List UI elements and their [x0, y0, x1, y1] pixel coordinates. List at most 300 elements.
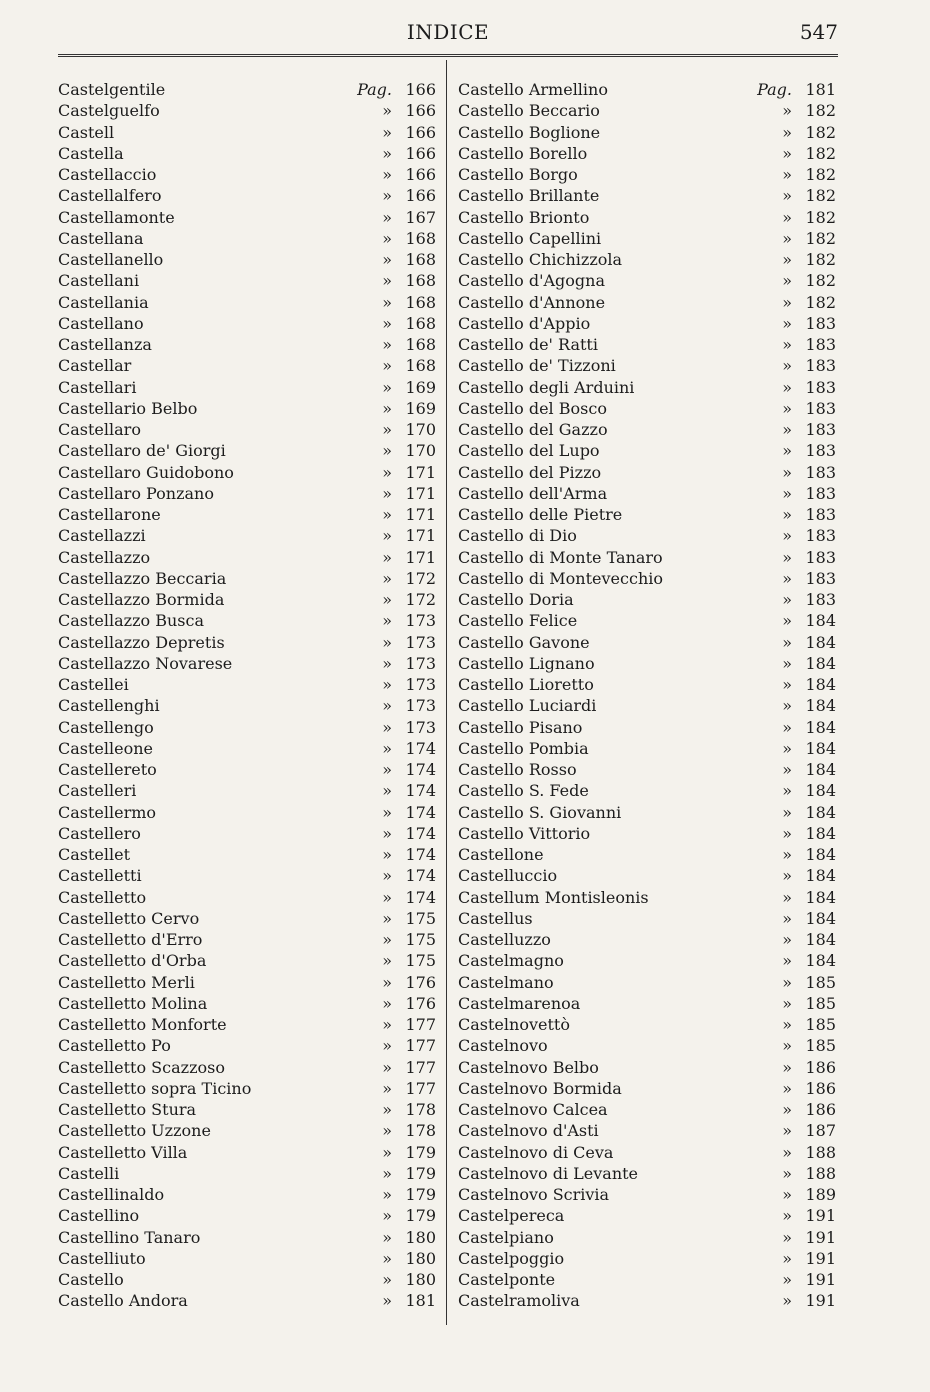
entry-page-label: » — [379, 1290, 392, 1311]
entry-page-label: » — [379, 249, 392, 270]
entry-page-label: » — [779, 440, 792, 461]
entry-page-label: » — [379, 589, 392, 610]
entry-page-number: 188 — [805, 1142, 836, 1162]
entry-name: Castelletto Cervo — [58, 909, 203, 928]
entry-name: Castellano — [58, 314, 148, 333]
index-entry — [458, 440, 836, 461]
entry-page-number: 175 — [405, 951, 436, 971]
index-entry — [58, 547, 436, 568]
entry-page-label: » — [379, 865, 392, 886]
entry-name: Castello Beccario — [458, 101, 604, 120]
column-divider — [446, 60, 447, 1325]
entry-page-label: » — [379, 717, 392, 738]
index-entry — [58, 377, 436, 398]
entry-page-number: 184 — [805, 866, 836, 886]
entry-page-label: » — [779, 1290, 792, 1311]
index-entry — [58, 972, 436, 993]
entry-page-label: » — [379, 355, 392, 376]
index-entry — [458, 780, 836, 801]
entry-page-number: 177 — [405, 1057, 436, 1077]
index-entry — [458, 908, 836, 929]
entry-page-label: » — [779, 1227, 792, 1248]
entry-name: Castelletto d'Erro — [58, 930, 206, 949]
entry-page-label: » — [779, 547, 792, 568]
entry-page-label: » — [379, 568, 392, 589]
entry-page-number: 183 — [805, 590, 836, 609]
entry-page-number: 171 — [405, 505, 436, 524]
index-entry — [58, 207, 436, 228]
entry-page-label: » — [779, 1120, 792, 1141]
entry-name: Castellazzo Depretis — [58, 633, 229, 652]
entry-page-label: » — [779, 377, 792, 398]
entry-page-label: » — [379, 1227, 392, 1248]
entry-page-label: » — [379, 1184, 392, 1205]
entry-name: Castelletto sopra Ticino — [58, 1079, 255, 1098]
entry-name: Castelnovo Scrivia — [458, 1185, 613, 1204]
entry-page-label: » — [779, 993, 792, 1014]
index-entry — [58, 525, 436, 546]
entry-page-number: 176 — [405, 972, 436, 992]
entry-name: Castelletti — [58, 866, 146, 885]
entry-page-label: » — [379, 504, 392, 525]
entry-page-number: 185 — [805, 972, 836, 992]
entry-page-label: » — [779, 844, 792, 865]
entry-name: Castelramoliva — [458, 1291, 584, 1310]
entry-name: Castello d'Annone — [458, 293, 609, 312]
index-entry — [458, 929, 836, 950]
index-entry — [58, 1057, 436, 1078]
entry-name: Castellinaldo — [58, 1185, 168, 1204]
entry-page-number: 187 — [805, 1121, 836, 1141]
entry-page-number: 169 — [405, 377, 436, 397]
entry-page-number: 191 — [805, 1291, 836, 1311]
entry-page-label: » — [779, 695, 792, 716]
entry-page-number: 173 — [405, 611, 436, 631]
entry-page-label: » — [379, 1248, 392, 1269]
entry-page-label: » — [379, 1269, 392, 1290]
entry-page-number: 184 — [805, 632, 836, 652]
entry-page-label: » — [379, 483, 392, 504]
entry-name: Castellum Montisleonis — [458, 888, 653, 907]
entry-page-label: » — [379, 759, 392, 780]
entry-page-number: 169 — [405, 398, 436, 418]
entry-name: Castello d'Appio — [458, 314, 594, 333]
entry-page-label: » — [379, 887, 392, 908]
entry-name: Castello Vittorio — [458, 824, 594, 843]
index-entry — [58, 122, 436, 143]
entry-page-number: 183 — [805, 420, 836, 439]
entry-page-number: 173 — [405, 717, 436, 737]
entry-page-number: 182 — [805, 207, 836, 227]
index-entry — [58, 759, 436, 780]
entry-page-label: » — [379, 695, 392, 716]
entry-page-number: 184 — [805, 675, 836, 694]
index-entry — [458, 1184, 836, 1205]
entry-page-number: 173 — [405, 653, 436, 673]
entry-page-number: 183 — [805, 462, 836, 482]
entry-name: Castelluccio — [458, 866, 561, 885]
index-entry — [458, 887, 836, 908]
entry-page-label: » — [779, 972, 792, 993]
entry-page-label: » — [379, 780, 392, 801]
entry-page-label: » — [779, 780, 792, 801]
entry-name: Castellarone — [58, 505, 165, 524]
entry-name: Castello Andora — [58, 1291, 192, 1310]
index-entry — [58, 355, 436, 376]
entry-page-number: 166 — [405, 143, 436, 163]
entry-name: Castello S. Fede — [458, 781, 593, 800]
entry-page-label: » — [779, 610, 792, 631]
entry-page-label: » — [779, 908, 792, 929]
entry-name: Castellar — [58, 356, 135, 375]
index-entry — [458, 1057, 836, 1078]
entry-name: Castellana — [58, 229, 148, 248]
entry-page-number: 171 — [405, 483, 436, 503]
entry-page-label: » — [379, 164, 392, 185]
entry-page-number: 182 — [805, 271, 836, 291]
index-column-right — [458, 79, 836, 1312]
entry-page-label: » — [779, 398, 792, 419]
entry-name: Castelpoggio — [458, 1249, 568, 1268]
entry-name: Castelletto Scazzoso — [58, 1058, 229, 1077]
entry-page-label: » — [779, 738, 792, 759]
entry-page-label: » — [379, 674, 392, 695]
index-entry — [458, 1205, 836, 1226]
index-entry — [58, 334, 436, 355]
entry-name: Castello Capellini — [458, 229, 605, 248]
index-entry — [458, 993, 836, 1014]
entry-name: Castello Brionto — [458, 208, 593, 227]
entry-name: Castellazzo Beccaria — [58, 569, 230, 588]
entry-name: Castello S. Giovanni — [458, 803, 625, 822]
entry-page-label: » — [379, 270, 392, 291]
index-entry — [458, 589, 836, 610]
entry-page-number: 182 — [805, 250, 836, 269]
entry-name: Castello Boglione — [458, 123, 604, 142]
entry-page-label: » — [779, 802, 792, 823]
index-entry — [458, 249, 836, 270]
entry-name: Castellazzo Bormida — [58, 590, 228, 609]
entry-page-number: 179 — [405, 1185, 436, 1204]
entry-name: Castellaro de' Giorgi — [58, 441, 230, 460]
index-entry — [458, 844, 836, 865]
entry-name: Castelletto d'Orba — [58, 951, 210, 970]
entry-page-label: » — [379, 377, 392, 398]
entry-page-number: 176 — [405, 993, 436, 1013]
page-title: INDICE — [406, 20, 490, 44]
entry-page-number: 185 — [805, 1036, 836, 1056]
entry-name: Castell — [58, 123, 118, 142]
entry-page-label: » — [379, 1078, 392, 1099]
entry-page-number: 191 — [805, 1206, 836, 1226]
entry-page-number: 174 — [405, 823, 436, 843]
entry-page-label: » — [779, 929, 792, 950]
entry-name: Castello Chichizzola — [458, 250, 626, 269]
entry-page-number: 184 — [805, 908, 836, 928]
index-entry — [58, 228, 436, 249]
index-entry — [58, 1120, 436, 1141]
entry-page-label: » — [779, 313, 792, 334]
entry-page-label: » — [379, 950, 392, 971]
entry-name: Castello di Dio — [458, 526, 581, 545]
entry-page-label: » — [779, 143, 792, 164]
entry-page-label: » — [379, 462, 392, 483]
entry-page-label: » — [779, 1099, 792, 1120]
index-entry — [458, 355, 836, 376]
index-entry — [58, 79, 436, 100]
entry-page-label: » — [779, 632, 792, 653]
index-entry — [458, 292, 836, 313]
index-entry — [58, 865, 436, 886]
entry-name: Castello Rosso — [458, 760, 581, 779]
entry-name: Castellermo — [58, 803, 160, 822]
entry-name: Castello Luciardi — [458, 696, 600, 715]
entry-page-number: 172 — [405, 568, 436, 588]
entry-name: Castello di Monte Tanaro — [458, 548, 667, 567]
entry-name: Castelnovo Bormida — [458, 1079, 626, 1098]
entry-page-label: » — [379, 334, 392, 355]
entry-name: Castellaro Ponzano — [58, 484, 218, 503]
entry-page-label: » — [379, 419, 392, 440]
entry-name: Castello Pombia — [458, 739, 593, 758]
index-entry — [458, 568, 836, 589]
entry-page-label: » — [779, 950, 792, 971]
entry-name: Castelpereca — [458, 1206, 568, 1225]
index-entry — [58, 164, 436, 185]
entry-page-number: 181 — [805, 80, 836, 99]
entry-name: Castella — [58, 144, 128, 163]
entry-name: Castello Doria — [458, 590, 578, 609]
index-entry — [458, 1163, 836, 1184]
entry-name: Castellaccio — [58, 165, 160, 184]
entry-name: Castelletto Uzzone — [58, 1121, 215, 1140]
index-entry — [458, 547, 836, 568]
entry-page-number: 189 — [805, 1185, 836, 1204]
entry-page-number: 191 — [805, 1270, 836, 1289]
entry-page-label: » — [779, 653, 792, 674]
entry-page-label: » — [779, 504, 792, 525]
entry-name: Castellaro Guidobono — [58, 463, 238, 482]
index-entry — [58, 419, 436, 440]
entry-page-number: 178 — [405, 1100, 436, 1119]
entry-name: Castello Borgo — [458, 165, 582, 184]
entry-page-label: » — [379, 1142, 392, 1163]
entry-page-label: » — [779, 483, 792, 504]
entry-page-label: » — [379, 207, 392, 228]
entry-name: Castelletto Stura — [58, 1100, 200, 1119]
entry-page-number: 186 — [805, 1100, 836, 1119]
index-entry — [458, 1035, 836, 1056]
entry-page-label: » — [779, 887, 792, 908]
entry-page-label: » — [379, 292, 392, 313]
entry-page-number: 184 — [805, 845, 836, 864]
entry-name: Castellania — [58, 293, 153, 312]
entry-page-number: 191 — [805, 1227, 836, 1247]
entry-page-number: 168 — [405, 335, 436, 354]
entry-page-number: 174 — [405, 781, 436, 801]
index-entry — [458, 377, 836, 398]
header-rule — [58, 54, 838, 57]
index-entry — [58, 695, 436, 716]
entry-page-label: » — [779, 1163, 792, 1184]
index-entry — [58, 1184, 436, 1205]
index-entry — [58, 929, 436, 950]
entry-page-label: » — [779, 228, 792, 249]
index-entry — [58, 1248, 436, 1269]
index-entry — [58, 313, 436, 334]
entry-name: Castelponte — [458, 1270, 559, 1289]
entry-page-label: » — [379, 525, 392, 546]
index-column-left — [58, 79, 436, 1312]
entry-page-label: » — [379, 1205, 392, 1226]
entry-page-label: » — [779, 292, 792, 313]
entry-name: Castelletto — [58, 888, 150, 907]
entry-page-label: » — [779, 589, 792, 610]
entry-name: Castelletto Villa — [58, 1143, 191, 1162]
entry-page-number: 173 — [405, 696, 436, 716]
index-entry — [58, 908, 436, 929]
entry-page-label: » — [779, 1248, 792, 1269]
entry-page-number: 179 — [405, 1163, 436, 1183]
entry-name: Castellaro — [58, 420, 145, 439]
entry-page-label: » — [779, 1035, 792, 1056]
index-entry — [458, 972, 836, 993]
index-entry — [58, 1290, 436, 1311]
entry-name: Castellei — [58, 675, 133, 694]
entry-page-number: 180 — [405, 1227, 436, 1247]
index-entry — [58, 738, 436, 759]
index-entry — [58, 1078, 436, 1099]
entry-page-label: » — [779, 270, 792, 291]
entry-page-number: 168 — [405, 313, 436, 333]
entry-name: Castelli — [58, 1164, 123, 1183]
index-entry — [458, 1269, 836, 1290]
index-entry — [458, 738, 836, 759]
entry-name: Castelnovo d'Asti — [458, 1121, 603, 1140]
index-entry — [58, 1205, 436, 1226]
entry-page-label: » — [779, 164, 792, 185]
entry-page-number: 184 — [805, 930, 836, 949]
entry-page-label: » — [379, 313, 392, 334]
index-entry — [58, 610, 436, 631]
index-entry — [58, 270, 436, 291]
entry-page-number: 179 — [405, 1142, 436, 1162]
entry-name: Castellazzo — [58, 548, 154, 567]
index-entry — [58, 398, 436, 419]
entry-page-number: 184 — [805, 760, 836, 779]
entry-name: Castelleri — [58, 781, 140, 800]
page-header — [58, 20, 838, 46]
entry-page-label: » — [379, 1120, 392, 1141]
index-entry — [58, 589, 436, 610]
index-entry — [458, 207, 836, 228]
index-entry — [458, 483, 836, 504]
entry-page-number: 183 — [805, 505, 836, 524]
entry-page-number: 184 — [805, 717, 836, 737]
entry-page-number: 171 — [405, 547, 436, 567]
entry-page-label: » — [779, 1057, 792, 1078]
entry-name: Castelgentile — [58, 80, 169, 99]
entry-page-label: » — [379, 1014, 392, 1035]
index-entry — [58, 462, 436, 483]
entry-name: Castello Borello — [458, 144, 591, 163]
entry-name: Castelmarenoa — [458, 994, 584, 1013]
index-entry — [458, 462, 836, 483]
entry-page-label: » — [779, 207, 792, 228]
entry-name: Castelpiano — [458, 1228, 558, 1247]
entry-page-label: » — [379, 610, 392, 631]
index-entry — [58, 100, 436, 121]
index-entry — [458, 1142, 836, 1163]
entry-name: Castelluzzo — [458, 930, 555, 949]
entry-name: Castelletto Merli — [58, 973, 199, 992]
entry-page-label: » — [379, 632, 392, 653]
entry-name: Castello del Lupo — [458, 441, 604, 460]
entry-name: Castellazzo Busca — [58, 611, 208, 630]
entry-name: Castello — [58, 1270, 128, 1289]
entry-page-number: 186 — [805, 1078, 836, 1098]
entry-name: Castelnovettò — [458, 1015, 574, 1034]
entry-name: Castello del Bosco — [458, 399, 611, 418]
entry-page-label: » — [779, 1142, 792, 1163]
entry-page-label: » — [779, 717, 792, 738]
entry-name: Castellengo — [58, 718, 158, 737]
entry-page-label: » — [779, 1269, 792, 1290]
entry-page-number: 184 — [805, 802, 836, 822]
index-entry — [58, 993, 436, 1014]
entry-page-number: 184 — [805, 887, 836, 907]
entry-name: Castellanza — [58, 335, 156, 354]
index-entry — [458, 143, 836, 164]
entry-page-label: » — [779, 823, 792, 844]
entry-name: Castellani — [58, 271, 143, 290]
entry-page-number: 182 — [805, 165, 836, 184]
entry-page-label: » — [779, 462, 792, 483]
index-entry — [458, 525, 836, 546]
entry-name: Castelnovo — [458, 1036, 552, 1055]
index-entry — [58, 440, 436, 461]
index-entry — [58, 1142, 436, 1163]
entry-page-number: 166 — [405, 186, 436, 206]
index-entry — [458, 674, 836, 695]
entry-name: Castelnovo Calcea — [458, 1100, 612, 1119]
entry-page-number: 188 — [805, 1163, 836, 1183]
entry-name: Castellamonte — [58, 208, 179, 227]
entry-name: Castellino Tanaro — [58, 1228, 204, 1247]
entry-page-label: » — [379, 802, 392, 823]
entry-name: Castelnovo di Levante — [458, 1164, 642, 1183]
entry-page-label: » — [779, 865, 792, 886]
entry-page-label: » — [779, 185, 792, 206]
index-entry — [58, 653, 436, 674]
index-entry — [458, 164, 836, 185]
entry-page-number: 183 — [805, 568, 836, 588]
entry-name: Castellero — [58, 824, 145, 843]
index-entry — [58, 887, 436, 908]
entry-page-label: » — [779, 249, 792, 270]
entry-page-label: » — [779, 419, 792, 440]
entry-name: Castellanello — [58, 250, 167, 269]
entry-name: Castellus — [458, 909, 537, 928]
entry-page-number: 177 — [405, 1078, 436, 1098]
index-entry — [458, 653, 836, 674]
entry-name: Castellenghi — [58, 696, 164, 715]
entry-name: Castello delle Pietre — [458, 505, 626, 524]
entry-page-label: » — [379, 653, 392, 674]
index-entry — [58, 185, 436, 206]
entry-page-label: » — [779, 355, 792, 376]
entry-name: Castellari — [58, 378, 140, 397]
